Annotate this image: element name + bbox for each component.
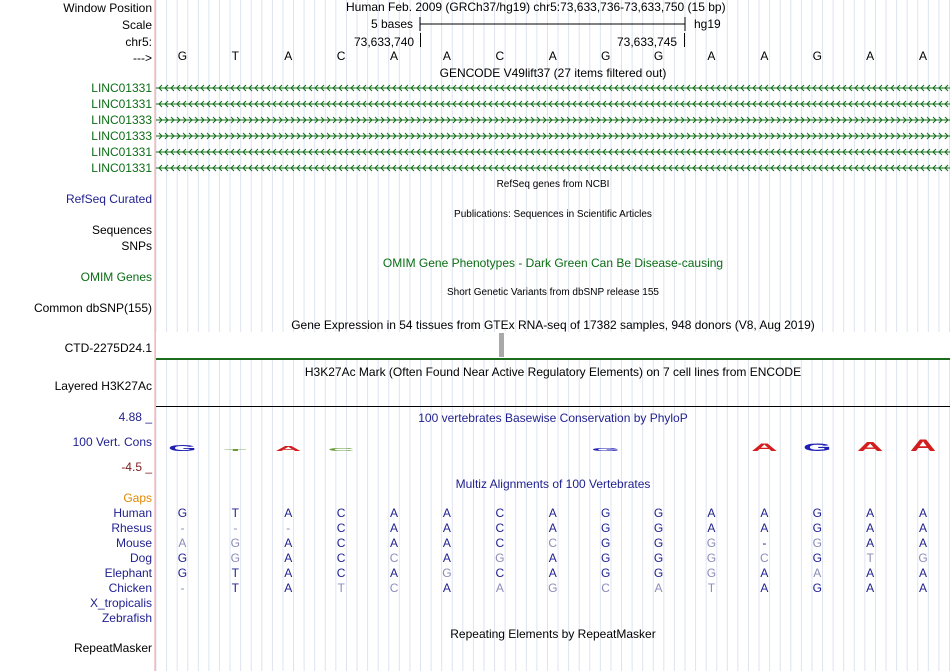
base-letter: G xyxy=(177,49,188,63)
alignment-base: A xyxy=(284,581,293,595)
alignment-base: A xyxy=(760,566,769,580)
alignment-base: G xyxy=(812,551,822,565)
alignment-base: C xyxy=(601,581,610,595)
alignment-base: A xyxy=(495,581,504,595)
gene-label[interactable]: LINC01331 xyxy=(91,145,152,159)
alignment-base: G xyxy=(177,566,188,580)
multiz-title: Multiz Alignments of 100 Vertebrates xyxy=(455,477,651,491)
alignment-base: A xyxy=(919,536,928,550)
alignment-base: G xyxy=(812,581,822,595)
omim-label[interactable]: OMIM Genes xyxy=(80,270,152,284)
alignment-base: G xyxy=(653,551,664,565)
snps-label[interactable]: SNPs xyxy=(121,239,152,253)
alignment-base: C xyxy=(336,566,346,580)
alignment-base: A xyxy=(919,566,928,580)
repeatmasker-label[interactable]: RepeatMasker xyxy=(73,641,152,655)
alignment-base: G xyxy=(442,566,452,580)
species-label[interactable]: Dog xyxy=(129,551,152,565)
alignment-base: A xyxy=(654,581,663,595)
scale-right-text: hg19 xyxy=(694,17,721,31)
coord-tick-2 xyxy=(684,33,685,47)
alignment-base: T xyxy=(337,581,345,595)
window-position-label[interactable]: Window Position xyxy=(63,1,152,15)
alignment-base: A xyxy=(284,551,293,565)
conservation-glyph: A xyxy=(857,439,884,452)
alignment-base: A xyxy=(919,581,928,595)
alignment-base: A xyxy=(866,581,875,595)
alignment-base: G xyxy=(653,521,664,535)
species-label[interactable]: Zebrafish xyxy=(101,611,152,625)
refseq-label[interactable]: RefSeq Curated xyxy=(65,192,152,206)
alignment-base: G xyxy=(653,566,664,580)
alignment-base: T xyxy=(866,551,874,565)
coord-tick-1 xyxy=(420,33,421,47)
base-letter: T xyxy=(231,49,240,63)
alignment-base: A xyxy=(442,536,451,550)
alignment-base: A xyxy=(390,536,399,550)
alignment-base: C xyxy=(760,551,769,565)
phylop-label[interactable]: 100 Vert. Cons xyxy=(72,435,152,449)
base-letter: C xyxy=(495,49,505,63)
gene-label[interactable]: LINC01331 xyxy=(91,81,152,95)
alignment-base: G xyxy=(706,566,717,580)
gtex-baseline xyxy=(156,358,950,360)
alignment-base: C xyxy=(495,521,505,535)
chrom-coord-2: 73,633,745 xyxy=(617,35,678,49)
alignment-base: A xyxy=(442,551,451,565)
h3k27ac-title: H3K27Ac Mark (Often Found Near Active Regulatory Elements) on 7 cell lines from ENCODE xyxy=(304,365,802,379)
gene-label[interactable]: LINC01331 xyxy=(91,97,152,111)
strand-label[interactable]: ---> xyxy=(133,51,152,65)
window-position-text: Human Feb. 2009 (GRCh37/hg19) chr5:73,633,736-73,633,750 (15 bp) xyxy=(346,0,726,14)
repeatmasker-title: Repeating Elements by RepeatMasker xyxy=(450,627,656,641)
alignment-base: A xyxy=(390,521,399,535)
conservation-glyph: C xyxy=(328,447,355,452)
base-letter: G xyxy=(600,49,611,63)
base-letter: A xyxy=(707,49,716,63)
base-letter: A xyxy=(442,49,451,63)
base-letter: A xyxy=(760,49,769,63)
alignment-base: A xyxy=(813,566,822,580)
species-label[interactable]: Mouse xyxy=(115,536,152,550)
alignment-base: A xyxy=(707,506,716,520)
alignment-base: G xyxy=(230,536,241,550)
alignment-base: C xyxy=(336,506,346,520)
omim-title: OMIM Gene Phenotypes - Dark Green Can Be Disease-causing xyxy=(382,256,724,270)
alignment-base: C xyxy=(336,536,346,550)
conservation-glyph: A xyxy=(909,436,937,452)
alignment-base: C xyxy=(389,551,399,565)
alignment-base: A xyxy=(760,506,769,520)
alignment-base: A xyxy=(284,566,293,580)
alignment-base: G xyxy=(230,551,241,565)
gaps-label[interactable]: Gaps xyxy=(123,491,152,505)
alignment-base: A xyxy=(442,521,451,535)
alignment-base: C xyxy=(495,506,505,520)
conservation-glyph: G xyxy=(591,447,620,452)
publications-title: Publications: Sequences in Scientific Articles xyxy=(454,209,652,220)
species-label[interactable]: X_tropicalis xyxy=(89,596,152,610)
gene-label[interactable]: LINC01333 xyxy=(91,129,152,143)
dbsnp-title: Short Genetic Variants from dbSNP release 155 xyxy=(447,287,659,298)
species-label[interactable]: Chicken xyxy=(108,581,152,595)
alignment-base: G xyxy=(812,536,822,550)
alignment-base: G xyxy=(812,506,822,520)
alignment-base: A xyxy=(866,506,875,520)
alignment-base: A xyxy=(760,521,769,535)
base-letter: A xyxy=(284,49,293,63)
phylop-max-label: 4.88 _ xyxy=(118,410,152,424)
gene-label[interactable]: LINC01333 xyxy=(91,113,152,127)
publications-label[interactable]: Sequences xyxy=(91,223,152,237)
alignment-base: A xyxy=(866,536,875,550)
alignment-base: A xyxy=(548,551,557,565)
gencode-gene-tracks[interactable] xyxy=(156,80,950,176)
scale-label[interactable]: Scale xyxy=(121,18,152,32)
base-letter: G xyxy=(653,49,664,63)
alignment-base: - xyxy=(286,521,291,535)
chrom-coord-1: 73,633,740 xyxy=(354,35,415,49)
h3k27ac-label[interactable]: Layered H3K27Ac xyxy=(54,379,152,393)
alignment-base: A xyxy=(866,566,875,580)
conservation-glyph: T xyxy=(224,448,247,452)
gene-label[interactable]: LINC01331 xyxy=(91,161,152,175)
base-letter: G xyxy=(812,49,822,63)
conservation-glyph: A xyxy=(275,444,302,452)
alignment-base: C xyxy=(336,551,346,565)
scale-left-text: 5 bases xyxy=(371,17,414,31)
h3k27ac-baseline xyxy=(156,406,950,407)
species-label[interactable]: Human xyxy=(113,506,152,520)
alignment-base: G xyxy=(812,521,822,535)
phylop-title: 100 vertebrates Basewise Conservation by PhyloP xyxy=(418,411,688,425)
alignment-base: - xyxy=(762,536,767,550)
alignment-base: G xyxy=(600,506,611,520)
alignment-base: T xyxy=(231,566,240,580)
alignment-base: T xyxy=(231,581,240,595)
gtex-expression-bar[interactable] xyxy=(499,333,504,357)
base-letter: A xyxy=(548,49,557,63)
alignment-base: A xyxy=(178,536,187,550)
base-letter: A xyxy=(390,49,399,63)
phylop-min-label: -4.5 _ xyxy=(121,460,152,474)
gtex-title: Gene Expression in 54 tissues from GTEx RNA-seq of 17382 samples, 948 donors (V8, Aug 2019) xyxy=(291,318,815,332)
conservation-glyph: G xyxy=(168,443,197,452)
alignment-base: G xyxy=(706,551,717,565)
base-letter: A xyxy=(919,49,928,63)
alignment-base: G xyxy=(495,551,505,565)
alignment-base: G xyxy=(600,521,611,535)
alignment-base: A xyxy=(284,506,293,520)
chrom-label[interactable]: chr5: xyxy=(125,35,152,49)
alignment-base: G xyxy=(653,536,664,550)
alignment-base: - xyxy=(180,581,185,595)
alignment-base: A xyxy=(919,506,928,520)
scale-bar xyxy=(419,17,687,31)
alignment-base: C xyxy=(389,581,399,595)
dbsnp-label[interactable]: Common dbSNP(155) xyxy=(33,301,152,315)
alignment-base: A xyxy=(548,521,557,535)
alignment-base: - xyxy=(233,521,238,535)
gtex-track-area[interactable] xyxy=(156,332,950,358)
alignment-base: A xyxy=(442,506,451,520)
gencode-title: GENCODE V49lift37 (27 items filtered out) xyxy=(439,66,667,80)
base-letter: A xyxy=(866,49,875,63)
alignment-base: A xyxy=(866,521,875,535)
base-letter: C xyxy=(336,49,346,63)
species-label[interactable]: Rhesus xyxy=(111,521,152,535)
alignment-base: G xyxy=(548,581,558,595)
alignment-base: T xyxy=(231,506,240,520)
alignment-base: - xyxy=(180,521,185,535)
species-label[interactable]: Elephant xyxy=(104,566,152,580)
alignment-base: G xyxy=(918,551,928,565)
alignment-base: G xyxy=(177,551,188,565)
alignment-base: C xyxy=(336,521,346,535)
alignment-base: A xyxy=(442,581,451,595)
alignment-base: A xyxy=(390,566,399,580)
alignment-base: A xyxy=(760,581,769,595)
conservation-glyph: G xyxy=(803,441,832,452)
alignment-base: T xyxy=(707,581,716,595)
alignment-base: C xyxy=(495,536,505,550)
gtex-label[interactable]: CTD-2275D24.1 xyxy=(64,341,152,355)
alignment-base: A xyxy=(548,506,557,520)
alignment-base: G xyxy=(706,536,717,550)
alignment-base: C xyxy=(495,566,505,580)
alignment-base: A xyxy=(284,536,293,550)
alignment-base: A xyxy=(390,506,399,520)
alignment-base: A xyxy=(548,566,557,580)
alignment-base: C xyxy=(548,536,558,550)
phylop-conservation-track[interactable] xyxy=(156,436,950,452)
refseq-title: RefSeq genes from NCBI xyxy=(496,179,610,190)
conservation-glyph: A xyxy=(751,441,778,452)
alignment-base: G xyxy=(600,536,611,550)
alignment-base: G xyxy=(600,566,611,580)
alignment-base: A xyxy=(919,521,928,535)
alignment-base: A xyxy=(707,521,716,535)
alignment-base: G xyxy=(653,506,664,520)
alignment-base: G xyxy=(600,551,611,565)
alignment-base: G xyxy=(177,506,188,520)
